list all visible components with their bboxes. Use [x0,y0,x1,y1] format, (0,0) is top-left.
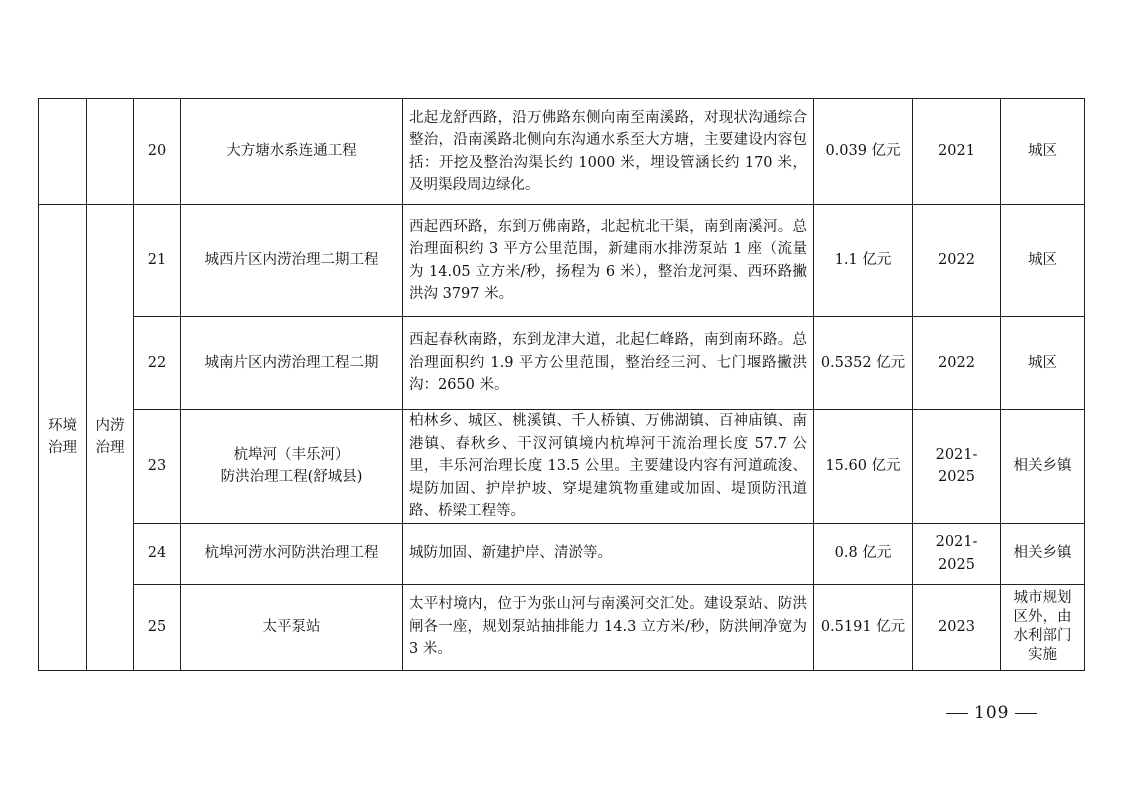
project-name [181,523,403,584]
area-line: 城区 [1028,143,1057,160]
area-line: 水利部门 [1013,628,1072,644]
subcategory-label-line: 内涝 [95,418,125,434]
project-name [181,584,403,670]
project-name-line: 城南片区内涝治理工程二期 [204,354,379,371]
investment: 0.039 亿元 [814,99,913,205]
area-line: 区外，由 [1013,609,1072,625]
subcategory-label-line: 治理 [95,440,125,456]
implementation-area [1001,584,1085,670]
row-number: 21 [134,205,181,317]
investment: 15.60 亿元 [814,410,913,524]
project-name [181,410,403,524]
investment: 1.1 亿元 [814,205,913,317]
project-description: 西起西环路，东到万佛南路，北起杭北干渠，南到南溪河。总治理面积约 3 平方公里范围，新建雨水排涝泵站 1 座（流量为 14.05 立方米/秒，扬程为 6 米），整治龙河渠、西环路撇洪沟 3797 米。 [403,205,814,317]
category-cell-empty [39,99,87,205]
construction-year: 2022 [913,317,1001,410]
category-label-line: 治理 [48,440,77,456]
project-name-line: 城西片区内涝治理二期工程 [204,252,379,269]
implementation-area [1001,523,1085,584]
implementation-area [1001,317,1085,410]
area-line: 相关乡镇 [1013,545,1072,562]
project-description: 西起春秋南路，东到龙津大道，北起仁峰路，南到南环路。总治理面积约 1.9 平方公里范围，整治经三河、七门堰路撇洪沟：2650 米。 [403,317,814,410]
area-line: 城区 [1028,354,1057,371]
row-number: 24 [134,523,181,584]
implementation-area [1001,99,1085,205]
row-number: 25 [134,584,181,670]
project-description: 北起龙舒西路，沿万佛路东侧向南至南溪路，对现状沟通综合整治，沿南溪路北侧向东沟通水系至大方塘，主要建设内容包括：开挖及整治沟渠长约 1000 米，埋设管涵长约 170 米，及明渠段周边绿化。 [403,99,814,205]
table-row [39,317,1085,410]
category-cell [39,205,87,671]
project-description: 城防加固、新建护岸、清淤等。 [403,523,814,584]
area-line: 城市规划 [1013,590,1072,606]
row-number: 20 [134,99,181,205]
project-name-line: 大方塘水系连通工程 [226,143,357,160]
table-row [39,410,1085,524]
project-description: 柏林乡、城区、桃溪镇、千人桥镇、万佛湖镇、百神庙镇、南港镇、春秋乡、干汊河镇境内杭埠河干流治理长度 57.7 公里，丰乐河治理长度 13.5 公里。主要建设内容有河道疏浚、堤防加固、护岸护坡、穿堤建筑物重建或加固、堤顶防汛道路、桥梁工程等。 [403,410,814,524]
implementation-area [1001,410,1085,524]
page-number-text: 109 [974,703,1010,723]
row-number: 23 [134,410,181,524]
construction-year: 2023 [913,584,1001,670]
construction-year: 2021-2025 [913,523,1001,584]
investment: 0.5191 亿元 [814,584,913,670]
project-name-line: 杭埠河（丰乐河） [233,446,350,463]
table-row [39,205,1085,317]
construction-year: 2021 [913,99,1001,205]
construction-year: 2021-2025 [913,410,1001,524]
project-description: 太平村境内，位于为张山河与南溪河交汇处。建设泵站、防洪闸各一座，规划泵站抽排能力 14.3 立方米/秒，防洪闸净宽为 3 米。 [403,584,814,670]
category-label-line: 环境 [48,418,77,434]
project-name-line: 杭埠河涝水河防洪治理工程 [204,545,379,562]
project-name [181,317,403,410]
table-row [39,523,1085,584]
subcategory-cell [87,205,134,671]
row-number: 22 [134,317,181,410]
investment: 0.5352 亿元 [814,317,913,410]
implementation-area [1001,205,1085,317]
page-number [940,703,1043,723]
subcategory-cell-empty [87,99,134,205]
project-name-line: 防洪治理工程(舒城县) [220,469,363,486]
project-table [38,98,1085,671]
investment: 0.8 亿元 [814,523,913,584]
project-name-line: 太平泵站 [262,618,321,635]
table-row [39,99,1085,205]
dash-left [946,713,968,714]
area-line: 实施 [1028,647,1057,663]
project-name [181,205,403,317]
construction-year: 2022 [913,205,1001,317]
area-line: 相关乡镇 [1013,458,1072,474]
project-name [181,99,403,205]
area-line: 城区 [1028,252,1057,269]
table-row [39,584,1085,670]
dash-right [1015,713,1037,714]
